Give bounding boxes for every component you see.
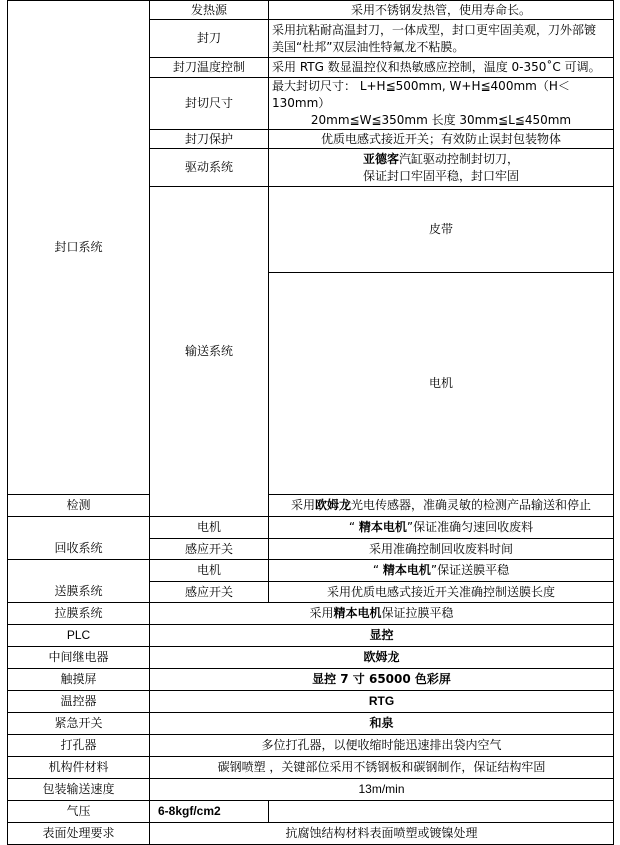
component-label: 封刀保护 [150,130,269,149]
component-label: 电机 [150,517,269,539]
table-row [8,647,614,669]
table-row [8,517,614,539]
spec-label: 中间继电器 [8,647,150,669]
component-description: 采用 RTG 数显温控仪和热敏感应控制，温度 0-350˚C 可调。 [269,58,614,78]
component-label: 发热源 [150,1,269,20]
table-row [8,757,614,779]
spec-value: 碳钢喷塑 ，关键部位采用不锈钢板和碳钢制作，保证结构牢固 [150,757,614,779]
spec-value: 抗腐蚀结构材料表面喷塑或镀镍处理 [150,823,614,845]
component-description: 采用精本电机保证拉膜平稳 [150,603,614,625]
description-line: 保证封口牢固平稳，封口牢固 [362,168,519,183]
component-description: 采用欧姆龙光电传感器，准确灵敏的检测产品输送和停止 [269,495,614,517]
table-row [8,735,614,757]
spec-label: 触摸屏 [8,669,150,691]
recycle-system-label: 回收系统 [8,517,150,560]
spec-label: 表面处理要求 [8,823,150,845]
spec-label: PLC [8,625,150,647]
brand-name: 欧姆龙 [314,498,351,512]
component-description: “ 精本电机”保证送膜平稳 [269,560,614,582]
table-row [8,823,614,845]
spec-label: 紧急开关 [8,713,150,735]
component-label: 封切尺寸 [150,78,269,130]
table-row [8,691,614,713]
spec-value: 欧姆龙 [150,647,614,669]
spec-value: 13m/min [150,779,614,801]
table-row [8,560,614,582]
component-label: 感应开关 [150,582,269,603]
spec-value: 6-8kgf/cm2 [150,801,269,823]
spec-label: 气压 [8,801,150,823]
spec-label: 温控器 [8,691,150,713]
component-description: 采用准确控制回收废料时间 [269,539,614,560]
empty-cell [269,801,614,823]
table-row [8,1,614,20]
spec-value: 显控 7 寸 65000 色彩屏 [150,669,614,691]
component-label: 检测 [8,495,150,517]
component-label: 驱动系统 [150,149,269,187]
film-feed-system-label: 送膜系统 [8,560,150,603]
table-row [8,625,614,647]
spec-label: 包装输送速度 [8,779,150,801]
brand-name: 精本电机 [358,520,407,534]
brand-name: 精本电机 [333,606,382,620]
component-label: 皮带 [269,187,614,273]
seal-system-label: 封口系统 [8,1,150,495]
film-pull-system-label: 拉膜系统 [8,603,150,625]
component-description [269,20,614,58]
component-description: “ 精本电机”保证准确匀速回收废料 [269,517,614,539]
table-row [8,495,614,517]
conveyor-system-label: 输送系统 [150,187,269,517]
brand-name: 亚德客 [362,151,399,166]
component-description [269,78,614,130]
spec-value: 和泉 [150,713,614,735]
table-row [8,801,614,823]
brand-name: 精本电机 [382,563,431,577]
component-label: 感应开关 [150,539,269,560]
spec-table [7,0,614,845]
spec-label: 打孔器 [8,735,150,757]
table-row [8,669,614,691]
spec-value: 多位打孔器，以便收缩时能迅速排出袋内空气 [150,735,614,757]
description-line: 20mm≦W≦350mm 长度 30mm≦L≦450mm [310,113,572,127]
component-description [269,149,614,187]
description-line: 亚德客汽缸驱动控制封切刀， [362,151,520,166]
component-label: 电机 [150,560,269,582]
component-label: 封刀 [150,20,269,58]
component-label: 封刀温度控制 [150,58,269,78]
description-line: 最大封切尺寸： L+H≦500mm, W+H≦400mm（H＜130mm） [272,79,570,110]
table-row [8,713,614,735]
description-line: 采用抗粘耐高温封刀，一体成型，封口更牢固美观，刀外部镀 [272,22,597,37]
component-label: 电机 [269,273,614,495]
component-description: 优质电感式接近开关；有效防止误封包装物体 [269,130,614,149]
description-line: 美国“杜邦”双层油性特氟龙不粘膜。 [272,39,465,54]
table-row [8,603,614,625]
component-description: 采用优质电感式接近开关准确控制送膜长度 [269,582,614,603]
table-row [8,779,614,801]
component-description: 采用不锈钢发热管，使用寿命长。 [269,1,614,20]
spec-value: RTG [150,691,614,713]
spec-label: 机构件材料 [8,757,150,779]
spec-value: 显控 [150,625,614,647]
